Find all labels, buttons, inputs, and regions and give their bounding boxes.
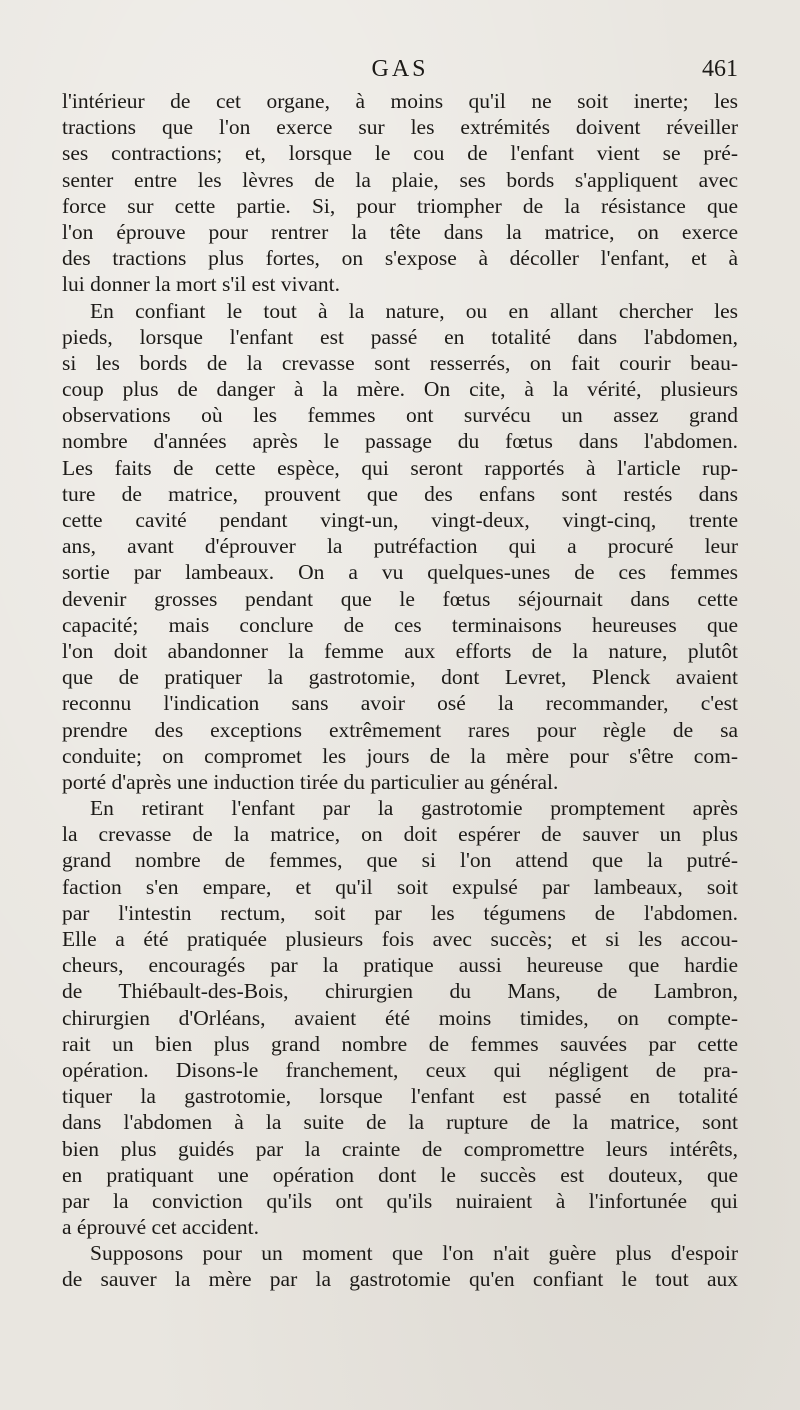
text-line: de sauver la mère par la gastrotomie qu'en confiant le tout aux [62,1267,738,1292]
text-line: tractions que l'on exerce sur les extrémités doivent réveiller [62,115,738,140]
page-number: 461 [702,56,738,82]
text-line: cette cavité pendant vingt-un, vingt-deux, vingt-cinq, trente [62,508,738,532]
running-title: GAS [371,56,429,82]
text-line: nombre d'années après le passage du fœtus dans l'abdomen. [62,429,738,454]
text-line: ture de matrice, prouvent que des enfans sont restés dans [62,481,738,506]
text-line: En confiant le tout à la nature, ou en allant chercher les [90,298,738,323]
text-line: Elle a été pratiquée plusieurs fois avec succès; et si les accou- [62,927,738,951]
text-line: grand nombre de femmes, que si l'on attend que la putré- [62,848,738,873]
paragraph [62,298,738,796]
text-line: des tractions plus fortes, on s'expose à décoller l'enfant, et à [62,246,738,271]
running-head [62,52,738,86]
paragraph [62,1240,738,1292]
text-line: capacité; mais conclure de ces terminaisons heureuses que [62,612,738,637]
text-line: si les bords de la crevasse sont resserrés, on fait courir beau- [62,350,738,375]
text-line: ans, avant d'éprouver la putréfaction qui a procuré leur [62,534,738,559]
text-line: Supposons pour un moment que l'on n'ait guère plus d'espoir [90,1241,738,1266]
paragraph [62,795,738,1240]
text-line: force sur cette partie. Si, pour triompher de la résistance que [62,193,738,218]
text-line: dans l'abdomen à la suite de la rupture de la matrice, sont [62,1110,738,1135]
text-line: sortie par lambeaux. On a vu quelques-unes de ces femmes [62,560,738,585]
paragraph [62,88,738,298]
text-line: reconnu l'indication sans avoir osé la recommander, c'est [62,691,738,716]
text-line: a éprouvé cet accident. [62,1215,259,1240]
text-line: cheurs, encouragés par la pratique aussi heureuse que hardie [62,953,738,978]
text-line: devenir grosses pendant que le fœtus séjournait dans cette [62,586,738,611]
text-line: rait un bien plus grand nombre de femmes sauvées par cette [62,1031,738,1056]
text-line: senter entre les lèvres de la plaie, ses bords s'appliquent avec [62,167,738,192]
text-line: pieds, lorsque l'enfant est passé en totalité dans l'abdomen, [62,324,738,349]
text-line: bien plus guidés par la crainte de compromettre leurs intérêts, [62,1136,738,1161]
text-line: par la conviction qu'ils ont qu'ils nuiraient à l'infortunée qui [62,1188,738,1213]
text-line: par l'intestin rectum, soit par les tégumens de l'abdomen. [62,900,738,925]
text-line: tiquer la gastrotomie, lorsque l'enfant est passé en totalité [62,1084,738,1109]
text-line: porté d'après une induction tirée du particulier au général. [62,769,559,794]
text-line: de Thiébault-des-Bois, chirurgien du Mans, de Lambron, [62,979,738,1004]
text-line: l'intérieur de cet organe, à moins qu'il ne soit inerte; les [62,89,738,113]
text-line: observations où les femmes ont survécu un assez grand [62,403,738,428]
text-line: Les faits de cette espèce, qui seront rapportés à l'article rup- [62,455,738,480]
text-line: que de pratiquer la gastrotomie, dont Levret, Plenck avaient [62,665,738,690]
text-line: l'on éprouve pour rentrer la tête dans la matrice, on exerce [62,219,738,244]
text-line: ses contractions; et, lorsque le cou de l'enfant vient se pré- [62,141,738,166]
text-line: en pratiquant une opération dont le succès est douteux, que [62,1162,738,1187]
text-line: chirurgien d'Orléans, avaient été moins timides, on compte- [62,1005,738,1030]
text-line: opération. Disons-le franchement, ceux qui négligent de pra- [62,1057,738,1082]
text-line: prendre des exceptions extrêmement rares pour règle de sa [62,717,738,742]
text-line: faction s'en empare, et qu'il soit expulsé par lambeaux, soit [62,874,738,899]
text-line: coup plus de danger à la mère. On cite, à la vérité, plusieurs [62,377,738,402]
text-line: l'on doit abandonner la femme aux efforts de la nature, plutôt [62,638,738,663]
text-line: lui donner la mort s'il est vivant. [62,272,340,297]
text-line: la crevasse de la matrice, on doit espérer de sauver un plus [62,822,738,847]
body-text [62,88,738,1293]
text-line: En retirant l'enfant par la gastrotomie promptement après [90,796,738,821]
text-line: conduite; on compromet les jours de la mère pour s'être com- [62,743,738,768]
